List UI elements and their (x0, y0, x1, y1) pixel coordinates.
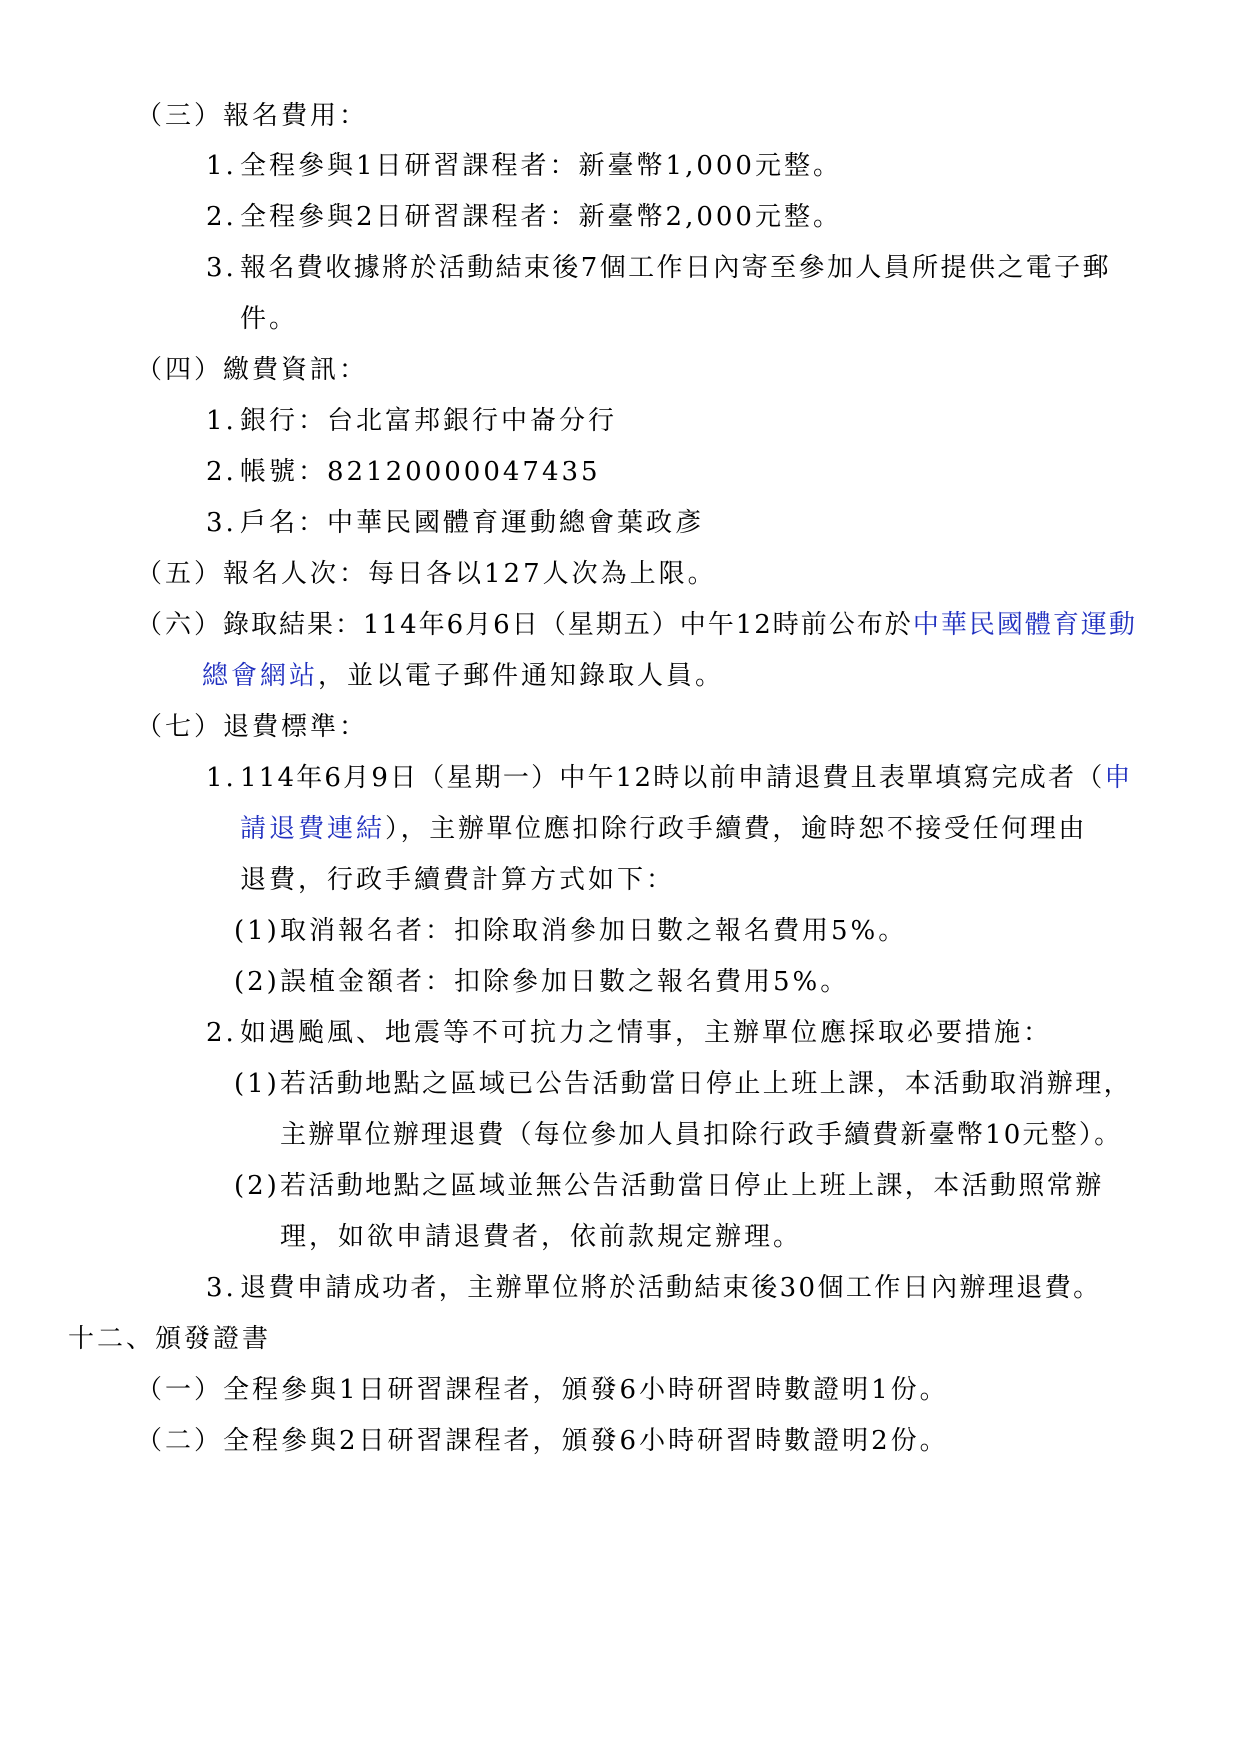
item-number: 1. (206, 763, 237, 793)
section-text: 全程參與1日研習課程者，頒發6小時研習時數證明1份。 (223, 1375, 949, 1405)
sub-item-text-continued: 主辦單位辦理退費（每位參加人員扣除行政手續費新臺幣10元整）。 (280, 1120, 1123, 1150)
item-text: 114年6月9日（星期一）中午12時以前申請退費且表單填寫完成者（ (240, 763, 1105, 793)
sub-item (234, 1066, 1132, 1102)
list-item (206, 1015, 1052, 1051)
section-7-heading (136, 709, 368, 745)
item-number: 3. (206, 508, 237, 538)
section-title: 繳費資訊： (223, 355, 369, 385)
item-text: 全程參與2日研習課程者：新臺幣2,000元整。 (240, 202, 842, 232)
item-text: 報名費收據將於活動結束後7個工作日內寄至參加人員所提供之電子郵 (240, 253, 1111, 283)
section-text: 報名人次：每日各以127人次為上限。 (223, 559, 717, 589)
section-marker: （五） (136, 559, 224, 589)
section-marker: （二） (136, 1426, 224, 1456)
section-text: 錄取結果：114年6月6日（星期五）中午12時前公布於 (223, 610, 913, 640)
list-item (206, 250, 1111, 286)
refund-application-link[interactable]: 請退費連結 (240, 814, 386, 844)
section-item (136, 1423, 949, 1459)
sub-item (234, 1168, 1104, 1204)
sub-item (234, 913, 907, 949)
list-item (206, 505, 704, 541)
sub-item-number: (1) (234, 1069, 280, 1099)
section-marker: （六） (136, 610, 224, 640)
sports-federation-website-link[interactable]: 總會網站 (202, 661, 319, 691)
sub-item-text: 若活動地點之區域已公告活動當日停止上班上課，本活動取消辦理， (280, 1069, 1133, 1099)
item-text: 退費申請成功者，主辦單位將於活動結束後30個工作日內辦理退費。 (240, 1273, 1102, 1303)
sub-item-number: (2) (234, 1171, 280, 1201)
section-text: 全程參與2日研習課程者，頒發6小時研習時數證明2份。 (223, 1426, 949, 1456)
item-text: 全程參與1日研習課程者：新臺幣1,000元整。 (240, 151, 842, 181)
section-title: 報名費用： (223, 101, 369, 131)
sub-item (234, 964, 849, 1000)
section-title: 退費標準： (223, 712, 369, 742)
section-5 (136, 556, 717, 592)
sub-item-text: 取消報名者：扣除取消參加日數之報名費用5%。 (280, 916, 908, 946)
item-number: 1. (206, 406, 237, 436)
section-item (136, 1372, 949, 1408)
section-6 (136, 607, 1137, 643)
section-marker: （三） (136, 101, 224, 131)
sub-item-number: (1) (234, 916, 280, 946)
list-item-continued (240, 811, 1087, 847)
section-4-heading (136, 352, 368, 388)
refund-application-link[interactable]: 申 (1104, 763, 1134, 793)
section-text: ，並以電子郵件通知錄取人員。 (318, 661, 725, 691)
list-item (206, 454, 601, 490)
sub-item-text-continued: 理，如欲申請退費者，依前款規定辦理。 (280, 1222, 803, 1252)
section-marker: （一） (136, 1375, 224, 1405)
item-number: 1. (206, 151, 237, 181)
list-item (206, 199, 842, 235)
item-text-continued: 件。 (240, 304, 299, 334)
section-marker: （四） (136, 355, 224, 385)
item-number: 2. (206, 1018, 237, 1048)
item-text: 帳號：82120000047435 (240, 457, 601, 487)
item-text-continued: 退費，行政手續費計算方式如下： (240, 865, 676, 895)
item-text: 如遇颱風、地震等不可抗力之情事，主辦單位應採取必要措施： (240, 1018, 1053, 1048)
list-item (206, 403, 617, 439)
list-item (206, 760, 1133, 796)
section-6-continued (202, 658, 724, 694)
sports-federation-website-link[interactable]: 中華民國體育運動 (912, 610, 1137, 640)
list-item (206, 1270, 1102, 1306)
chapter-12-heading: 十二、頒發證書 (68, 1324, 272, 1354)
list-item (206, 148, 842, 184)
section-3-heading (136, 98, 368, 134)
item-number: 2. (206, 457, 237, 487)
sub-item-number: (2) (234, 967, 280, 997)
sub-item-text: 誤植金額者：扣除參加日數之報名費用5%。 (280, 967, 850, 997)
item-number: 3. (206, 1273, 237, 1303)
sub-item-text: 若活動地點之區域並無公告活動當日停止上班上課，本活動照常辦 (280, 1171, 1104, 1201)
section-marker: （七） (136, 712, 224, 742)
item-number: 2. (206, 202, 237, 232)
item-text: 戶名：中華民國體育運動總會葉政彥 (240, 508, 705, 538)
item-text: 銀行：台北富邦銀行中崙分行 (240, 406, 618, 436)
item-number: 3. (206, 253, 237, 283)
item-text: ），主辦單位應扣除行政手續費，逾時恕不接受任何理由 (385, 814, 1088, 844)
